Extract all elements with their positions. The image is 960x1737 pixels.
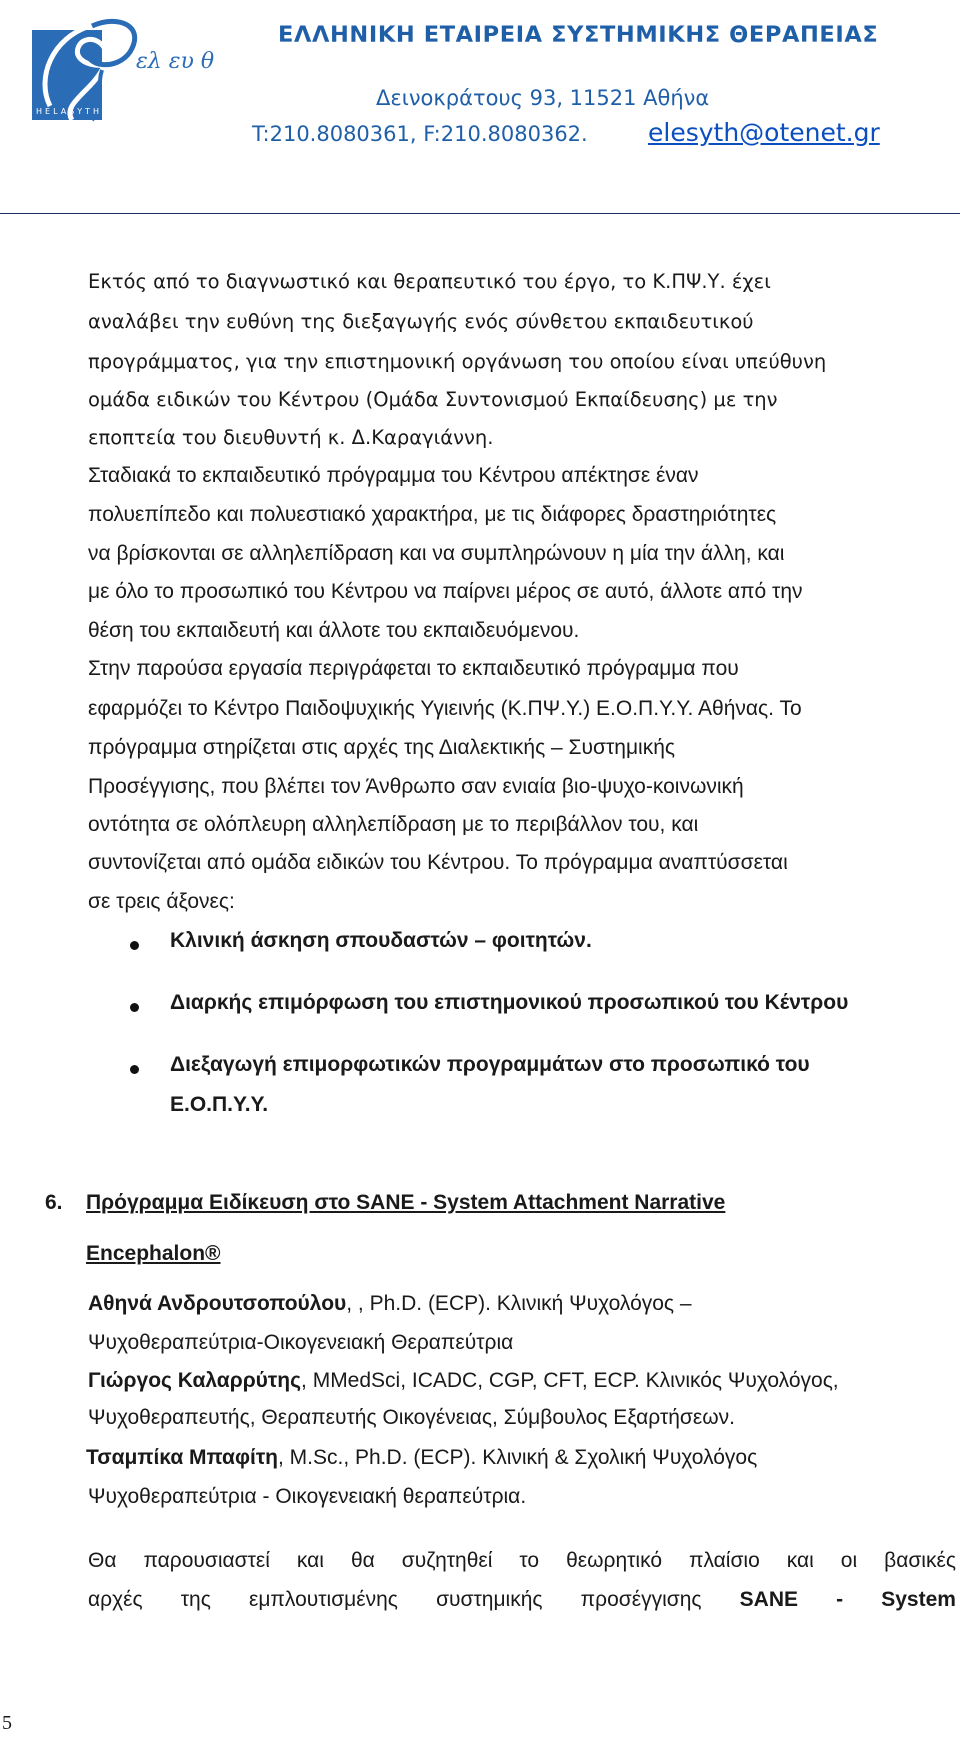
section-number: 6. bbox=[45, 1191, 63, 1214]
body-line: σε τρεις άξονες: bbox=[88, 890, 235, 913]
word: θα bbox=[350, 1549, 375, 1572]
person-entry bbox=[86, 1446, 757, 1470]
person-entry bbox=[88, 1292, 692, 1316]
word: της bbox=[180, 1588, 211, 1611]
person-name: Τσαμπίκα Μπαφίτη bbox=[86, 1446, 279, 1469]
organization-name: ΕΛΛΗΝΙΚΗ ΕΤΑΙΡΕΙΑ ΣΥΣΤΗΜΙΚΗΣ ΘΕΡΑΠΕΙΑΣ bbox=[278, 22, 879, 48]
word: πλαίσιο bbox=[688, 1549, 760, 1572]
organization-email-link[interactable]: elesyth@otenet.gr bbox=[648, 118, 880, 147]
intro-line: εποπτεία του διευθυντή κ. Δ.Καραγιάννη. bbox=[88, 426, 494, 449]
intro-line: προγράμματος, για την επιστημονική οργάνωση του οποίου είναι υπεύθυνη bbox=[88, 350, 827, 373]
bullet-dot bbox=[130, 1003, 139, 1012]
word: αρχές bbox=[88, 1588, 143, 1611]
header-divider bbox=[0, 213, 960, 214]
word-bold: System bbox=[881, 1588, 956, 1611]
section-title: Πρόγραμμα Ειδίκευση στο SANE - System Attachment Narrative bbox=[86, 1191, 726, 1214]
body-line: να βρίσκονται σε αλληλεπίδραση και να συμπληρώνουν η μία την άλλη, και bbox=[88, 542, 785, 565]
person-entry-line2: Ψυχοθεραπευτής, Θεραπευτής Οικογένειας, Σύμβουλος Εξαρτήσεων. bbox=[88, 1406, 735, 1429]
bullet-item: Κλινική άσκηση σπουδαστών – φοιτητών. bbox=[170, 929, 592, 952]
word: συστημικής bbox=[436, 1588, 543, 1611]
body-line: εφαρμόζει το Κέντρο Παιδοψυχικής Υγιεινής (Κ.ΠΨ.Υ.) Ε.Ο.Π.Υ.Υ. Αθήνας. Το bbox=[88, 697, 802, 720]
bullet-dot bbox=[130, 941, 139, 950]
word: παρουσιαστεί bbox=[143, 1549, 270, 1572]
logo-glyph-1: ελ ευ θ bbox=[136, 49, 215, 74]
body-line: Προσέγγισης, που βλέπει τον Άνθρωπο σαν ενιαία βιο-ψυχο-κοινωνική bbox=[88, 775, 744, 798]
bullet-item-continued: Ε.Ο.Π.Υ.Υ. bbox=[170, 1093, 269, 1116]
word: συζητηθεί bbox=[401, 1549, 493, 1572]
person-entry-line2: Ψυχοθεραπεύτρια-Οικογενειακή Θεραπεύτρια bbox=[88, 1331, 514, 1354]
person-name: Γιώργος Καλαρρύτης bbox=[88, 1369, 302, 1392]
organization-phones: T:210.8080361, F:210.8080362. bbox=[252, 122, 588, 146]
intro-line: Εκτός από το διαγνωστικό και θεραπευτικό του έργο, το Κ.ΠΨ.Υ. έχει bbox=[88, 270, 771, 293]
person-entry bbox=[88, 1369, 839, 1393]
closing-line-2 bbox=[88, 1588, 956, 1612]
bullet-dot bbox=[130, 1065, 139, 1074]
word: οι bbox=[840, 1549, 858, 1572]
intro-line: ομάδα ειδικών του Κέντρου (Ομάδα Συντονισμού Εκπαίδευσης) με την bbox=[88, 388, 778, 411]
person-name: Αθηνά Ανδρουτσοπούλου bbox=[88, 1292, 347, 1315]
body-line: θέση του εκπαιδευτή και άλλοτε του εκπαιδευόμενου. bbox=[88, 619, 580, 642]
body-line: πρόγραμμα στηρίζεται στις αρχές της Διαλεκτικής – Συστημικής bbox=[88, 736, 676, 759]
bullet-item: Διαρκής επιμόρφωση του επιστημονικού προσωπικού του Κέντρου bbox=[170, 991, 849, 1014]
body-line: συντονίζεται από ομάδα ειδικών του Κέντρου. Το πρόγραμμα αναπτύσσεται bbox=[88, 851, 788, 874]
word: το bbox=[519, 1549, 540, 1572]
person-credentials: , , Ph.D. (ECP). Κλινική Ψυχολόγος – bbox=[346, 1292, 692, 1315]
body-line: Στην παρούσα εργασία περιγράφεται το εκπαιδευτικό πρόγραμμα που bbox=[88, 657, 739, 680]
logo-caption: HELASYTH bbox=[36, 107, 103, 116]
word-bold: SANE bbox=[739, 1588, 798, 1611]
person-entry-line2: Ψυχοθεραπεύτρια - Οικογενειακή θεραπεύτρια. bbox=[88, 1485, 527, 1508]
page-number: 5 bbox=[2, 1712, 12, 1734]
word: και bbox=[296, 1549, 324, 1572]
word: θεωρητικό bbox=[566, 1549, 663, 1572]
section-title-continued: Encephalon® bbox=[86, 1242, 221, 1265]
body-line: με όλο το προσωπικό του Κέντρου να παίρνει μέρος σε αυτό, άλλοτε από την bbox=[88, 580, 803, 603]
person-credentials: , MMedSci, ICADC, CGP, CFT, ECP. Κλινικός Ψυχολόγος, bbox=[301, 1369, 839, 1392]
closing-line-1 bbox=[88, 1549, 956, 1573]
helasyth-logo bbox=[32, 8, 215, 136]
organization-address: Δεινοκράτους 93, 11521 Αθήνα bbox=[376, 86, 710, 110]
word: και bbox=[786, 1549, 814, 1572]
bullet-item: Διεξαγωγή επιμορφωτικών προγραμμάτων στο προσωπικό του bbox=[170, 1053, 810, 1076]
word-bold: - bbox=[836, 1588, 844, 1611]
body-line: πολυεπίπεδο και πολυεστιακό χαρακτήρα, με τις διάφορες δραστηριότητες bbox=[88, 503, 777, 526]
person-credentials: , M.Sc., Ph.D. (ECP). Κλινική & Σχολική Ψυχολόγος bbox=[278, 1446, 758, 1469]
word: προσέγγισης bbox=[580, 1588, 702, 1611]
intro-line: αναλάβει την ευθύνη της διεξαγωγής ενός σύνθετου εκπαιδευτικού bbox=[88, 310, 754, 333]
word: εμπλουτισμένης bbox=[248, 1588, 398, 1611]
body-line: Σταδιακά το εκπαιδευτικό πρόγραμμα του Κέντρου απέκτησε έναν bbox=[88, 464, 699, 487]
word: Θα bbox=[88, 1549, 117, 1572]
body-line: οντότητα σε ολόπλευρη αλληλεπίδραση με το περιβάλλον του, και bbox=[88, 813, 699, 836]
word: βασικές bbox=[884, 1549, 956, 1572]
